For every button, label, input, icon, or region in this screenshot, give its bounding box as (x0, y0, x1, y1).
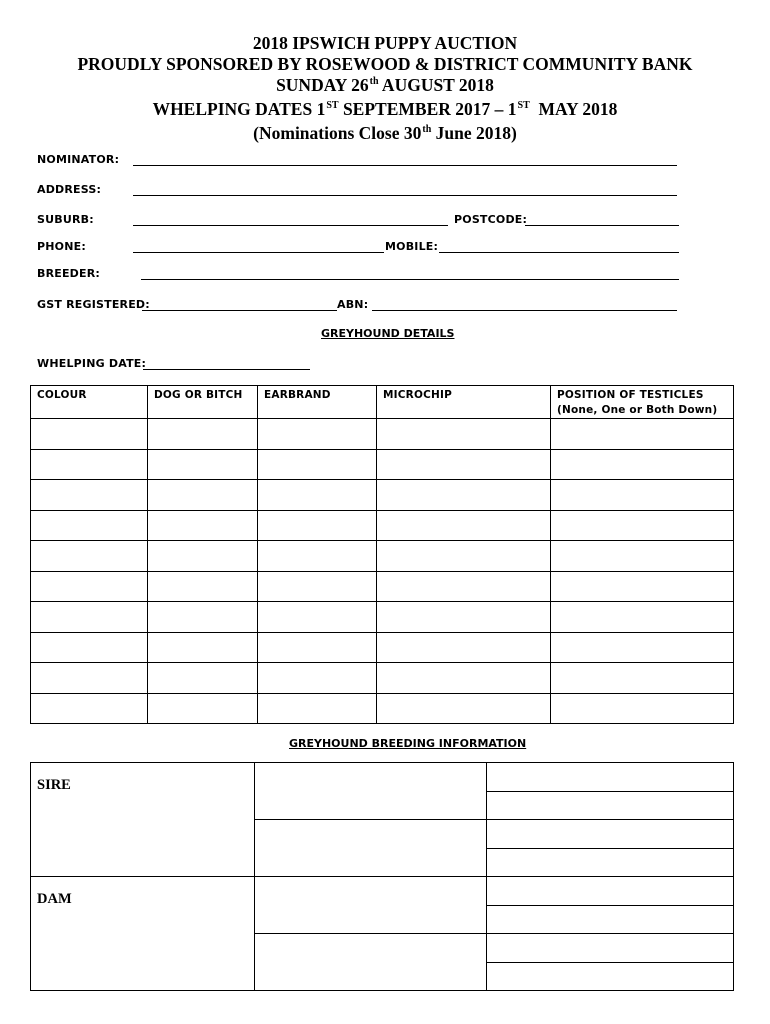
header-line-5-tail: June 2018) (431, 123, 517, 143)
column-header-colour: COLOUR (31, 386, 148, 419)
colour-cell[interactable] (31, 632, 148, 663)
header-line-4-mid: SEPTEMBER 2017 – 1 (338, 99, 517, 119)
colour-cell[interactable] (31, 693, 148, 724)
dog-or-bitch-cell[interactable] (148, 510, 258, 541)
colour-cell[interactable] (31, 663, 148, 694)
nominator-field[interactable] (133, 165, 677, 166)
sire-grandsire-field-1[interactable] (487, 763, 734, 792)
header-line-1: 2018 IPSWICH PUPPY AUCTION (252, 33, 518, 53)
breeding-info-table (30, 762, 734, 991)
dam-parent-dam-field[interactable] (255, 934, 487, 991)
breeder-label: BREEDER: (37, 267, 100, 280)
microchip-cell[interactable] (377, 693, 551, 724)
sire-label: SIRE (37, 777, 71, 793)
phone-label: PHONE: (37, 240, 86, 253)
position-of-testicles-cell[interactable] (551, 541, 734, 572)
microchip-cell[interactable] (377, 510, 551, 541)
sire-parent-dam-field[interactable] (255, 820, 487, 877)
position-of-testicles-cell[interactable] (551, 449, 734, 480)
colour-cell[interactable] (31, 541, 148, 572)
dam-grandsire-field-2[interactable] (487, 905, 734, 934)
dam-label: DAM (37, 891, 72, 907)
sire-granddam-field-1[interactable] (487, 820, 734, 849)
header-line-5-sup: th (422, 124, 432, 135)
whelping-date-label: WHELPING DATE: (37, 357, 147, 370)
header-line-5 (0, 123, 770, 147)
header-line-4-sup-2: ST (517, 100, 530, 111)
greyhound-details-title: GREYHOUND DETAILS (321, 327, 455, 340)
position-of-testicles-cell[interactable] (551, 632, 734, 663)
earbrand-cell[interactable] (258, 602, 377, 633)
column-header-earbrand: EARBRAND (258, 386, 377, 419)
table-row (31, 480, 734, 511)
dog-or-bitch-cell[interactable] (148, 602, 258, 633)
header-line-3-tail: AUGUST 2018 (378, 75, 494, 95)
header-line-3 (0, 75, 770, 99)
earbrand-cell[interactable] (258, 693, 377, 724)
microchip-cell[interactable] (377, 541, 551, 572)
sire-grandsire-field-2[interactable] (487, 791, 734, 820)
abn-field[interactable] (372, 310, 677, 311)
position-of-testicles-cell[interactable] (551, 602, 734, 633)
table-row (31, 419, 734, 450)
table-row (31, 541, 734, 572)
dog-or-bitch-cell[interactable] (148, 449, 258, 480)
abn-label: ABN: (337, 298, 369, 311)
whelping-date-field[interactable] (143, 369, 310, 370)
dog-or-bitch-cell[interactable] (148, 419, 258, 450)
colour-cell[interactable] (31, 571, 148, 602)
suburb-label: SUBURB: (37, 213, 94, 226)
position-of-testicles-cell[interactable] (551, 571, 734, 602)
header-line-2: PROUDLY SPONSORED BY ROSEWOOD & DISTRICT COMMUNITY BANK (77, 54, 693, 74)
dog-or-bitch-cell[interactable] (148, 663, 258, 694)
gst-registered-label: GST REGISTERED: (37, 298, 150, 311)
dog-or-bitch-cell[interactable] (148, 571, 258, 602)
colour-cell[interactable] (31, 449, 148, 480)
earbrand-cell[interactable] (258, 449, 377, 480)
dam-granddam-field-2[interactable] (487, 962, 734, 991)
dog-or-bitch-cell[interactable] (148, 632, 258, 663)
earbrand-cell[interactable] (258, 571, 377, 602)
testicles-header-note: (None, One or Both Down) (557, 404, 718, 416)
header-line-5-text: (Nominations Close 30 (253, 123, 422, 143)
microchip-cell[interactable] (377, 480, 551, 511)
microchip-cell[interactable] (377, 632, 551, 663)
breeder-field[interactable] (141, 279, 679, 280)
earbrand-cell[interactable] (258, 541, 377, 572)
phone-field[interactable] (133, 252, 384, 253)
table-row (31, 663, 734, 694)
microchip-cell[interactable] (377, 602, 551, 633)
testicles-header-label: POSITION OF TESTICLES (557, 389, 704, 401)
microchip-cell[interactable] (377, 663, 551, 694)
position-of-testicles-cell[interactable] (551, 693, 734, 724)
dam-cell (31, 877, 255, 991)
dam-grandsire-field-1[interactable] (487, 877, 734, 906)
header-line-3-text: SUNDAY 26 (276, 75, 369, 95)
position-of-testicles-cell[interactable] (551, 510, 734, 541)
sire-cell (31, 763, 255, 877)
microchip-cell[interactable] (377, 419, 551, 450)
mobile-field[interactable] (439, 252, 679, 253)
position-of-testicles-cell[interactable] (551, 480, 734, 511)
dog-or-bitch-cell[interactable] (148, 693, 258, 724)
sire-granddam-field-2[interactable] (487, 848, 734, 877)
dog-or-bitch-cell[interactable] (148, 541, 258, 572)
header-line-4 (0, 99, 770, 123)
suburb-field[interactable] (133, 225, 448, 226)
position-of-testicles-cell[interactable] (551, 663, 734, 694)
table-row (31, 632, 734, 663)
address-field[interactable] (133, 195, 677, 196)
earbrand-cell[interactable] (258, 632, 377, 663)
gst-registered-field[interactable] (142, 310, 337, 311)
microchip-cell[interactable] (377, 571, 551, 602)
colour-cell[interactable] (31, 419, 148, 450)
earbrand-cell[interactable] (258, 480, 377, 511)
sire-parent-sire-field[interactable] (255, 763, 487, 820)
postcode-field[interactable] (525, 225, 679, 226)
breeding-info-title: GREYHOUND BREEDING INFORMATION (289, 737, 527, 750)
colour-cell[interactable] (31, 480, 148, 511)
earbrand-cell[interactable] (258, 419, 377, 450)
table-header-row (31, 386, 734, 419)
colour-cell[interactable] (31, 602, 148, 633)
header-line-3-sup: th (369, 76, 379, 87)
column-header-microchip: MICROCHIP (377, 386, 551, 419)
header-line-4-sup-1: ST (326, 100, 339, 111)
table-row (31, 510, 734, 541)
postcode-label: POSTCODE: (454, 213, 528, 226)
mobile-label: MOBILE: (385, 240, 439, 253)
greyhound-details-table (30, 385, 734, 724)
position-of-testicles-cell[interactable] (551, 419, 734, 450)
column-header-position-of-testicles (551, 386, 734, 419)
table-row (31, 449, 734, 480)
microchip-cell[interactable] (377, 449, 551, 480)
column-header-dog-or-bitch: DOG OR BITCH (148, 386, 258, 419)
earbrand-cell[interactable] (258, 663, 377, 694)
address-label: ADDRESS: (37, 183, 102, 196)
dog-or-bitch-cell[interactable] (148, 480, 258, 511)
dam-parent-sire-field[interactable] (255, 877, 487, 934)
header-line-4-text: WHELPING DATES 1 (152, 99, 326, 119)
dam-granddam-field-1[interactable] (487, 934, 734, 963)
table-row (31, 571, 734, 602)
document-header (0, 33, 770, 147)
colour-cell[interactable] (31, 510, 148, 541)
header-line-4-tail: MAY 2018 (529, 99, 618, 119)
table-row (31, 602, 734, 633)
earbrand-cell[interactable] (258, 510, 377, 541)
nominator-label: NOMINATOR: (37, 153, 120, 166)
table-row (31, 693, 734, 724)
